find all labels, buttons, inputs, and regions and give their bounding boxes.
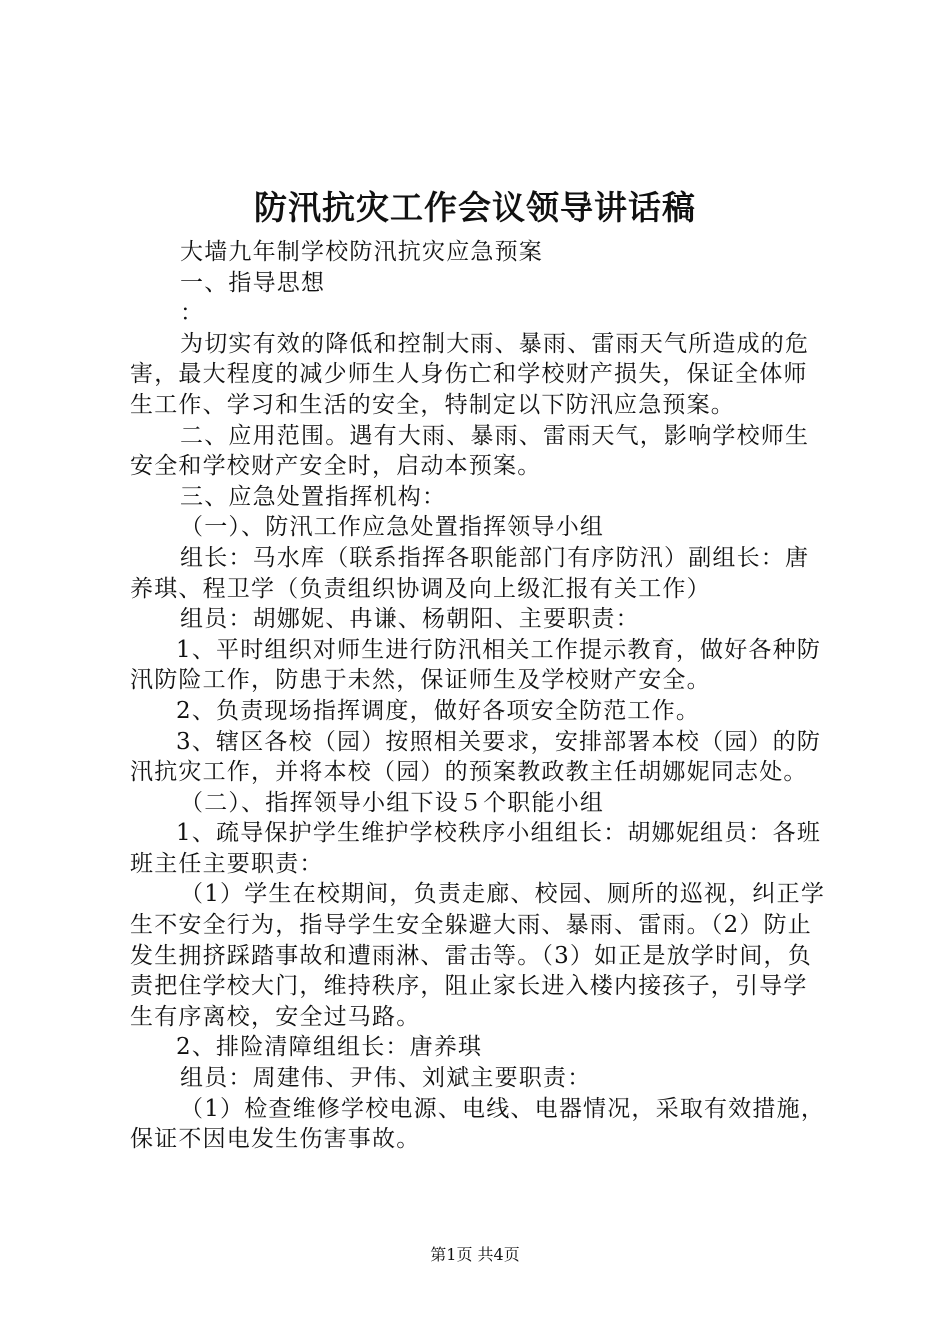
page-footer: 第1页 共4页 [430,1245,520,1264]
paragraph: 2、负责现场指挥调度，做好各项安全防范工作。 [176,697,701,724]
paragraph: 3、辖区各校（园）按照相关要求，安排部署本校（园）的防汛抗灾工作，并将本校（园）的预案教政教主任胡娜妮同志处。 [130,728,822,786]
paragraph-heading-3: 三、应急处置指挥机构： [180,483,447,510]
paragraph: 为切实有效的降低和控制大雨、暴雨、雷雨天气所造成的危害，最大程度的减少师生人身伤亡和学校财产损失，保证全体师生工作、学习和生活的安全，特制定以下防汛应急预案。 [130,330,810,418]
paragraph-subheading: （二）、指挥领导小组下设５个职能小组 [180,789,605,816]
paragraph: 1、平时组织对师生进行防汛相关工作提示教育，做好各种防汛防险工作，防患于未然，保证师生及学校财产安全。 [130,636,822,694]
paragraph-subheading: （一）、防汛工作应急处置指挥领导小组 [180,514,605,541]
paragraph-colon: ： [180,300,205,327]
paragraph: 2、排险清障组组长：唐养琪 [176,1034,483,1061]
paragraph: 组员：周建伟、尹伟、刘斌主要职责： [180,1065,592,1092]
paragraph: 1、疏导保护学生维护学校秩序小组组长：胡娜妮组员：各班班主任主要职责： [130,820,822,877]
paragraph: 二、应用范围。遇有大雨、暴雨、雷雨天气，影响学校师生安全和学校财产安全时，启动本预案。 [130,422,810,480]
paragraph: 组员：胡娜妮、冉谦、杨朝阳、主要职责： [180,606,640,633]
paragraph: 组长：马水库（联系指挥各职能部门有序防汛）副组长：唐养琪、程卫学（负责组织协调及向上级汇报有关工作） [130,544,810,602]
paragraph-subtitle: 大墙九年制学校防汛抗灾应急预案 [180,239,543,265]
paragraph-heading-1: 一、指导思想 [180,269,326,296]
paragraph: （1）学生在校期间，负责走廊、校园、厕所的巡视，纠正学生不安全行为，指导学生安全躲避大雨、暴雨、雷雨。（2）防止发生拥挤踩踏事故和遭雨淋、雷击等。（3）如正是放学时间，负责把住学校大门，维持秩序，阻止家长进入楼内接孩子，引导学生有序离校，安全过马路。 [130,881,826,1030]
document-title: 防汛抗灾工作会议领导讲话稿 [254,188,696,227]
paragraph: （1）检查维修学校电源、电线、电器情况，采取有效措施，保证不因电发生伤害事故。 [130,1095,826,1153]
document-body [130,237,830,1155]
